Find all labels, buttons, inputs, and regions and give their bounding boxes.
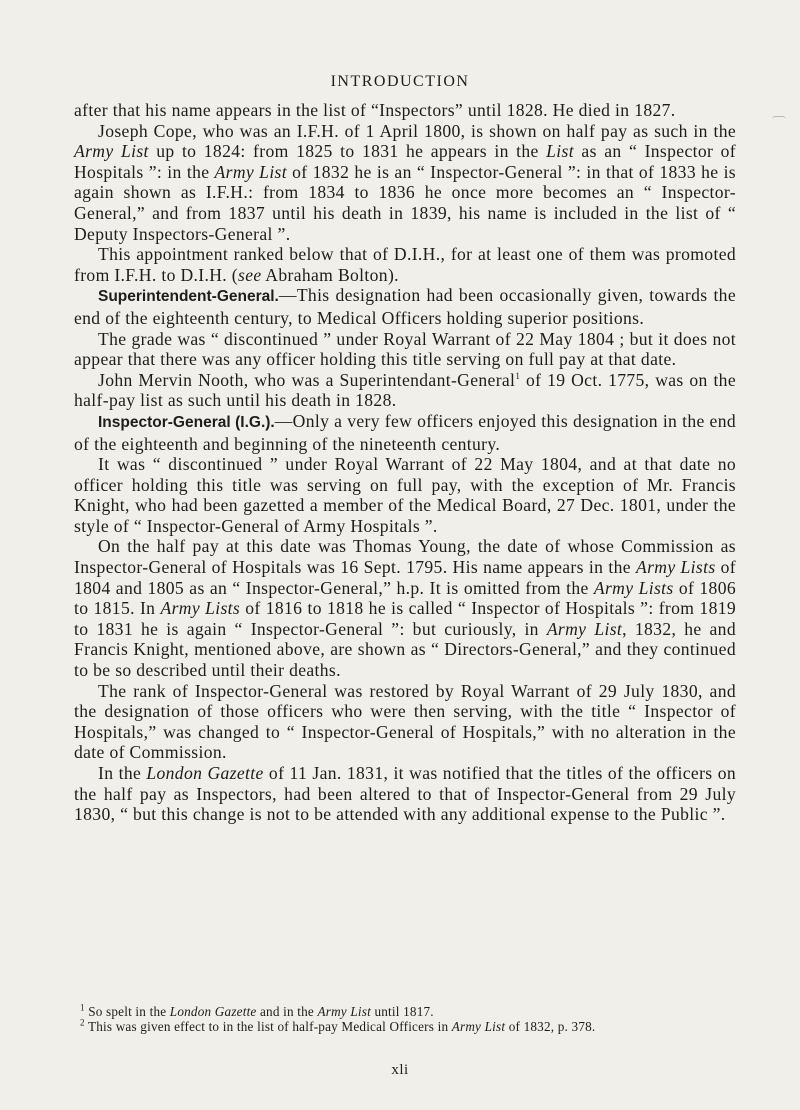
paragraph [74, 244, 736, 285]
paragraph [74, 100, 736, 121]
paragraph [74, 681, 736, 763]
section-heading: Superintendent-General. [98, 288, 279, 306]
footnote [74, 1019, 736, 1034]
text-run: as an “ Inspector of Hospitals ”: in the [74, 141, 736, 182]
text-run: of 1806 to 1815. In [74, 577, 736, 619]
text-run: —This designation had been occasionally given, towards the end of the eighteenth century, to Medical Officers holding superior positions. [74, 285, 736, 328]
text-run: of 11 Jan. 1831, it was notified that the titles of the officers on the half pay as Inspectors, had been altered to that of Inspector-General from 29 July 1830, “ but this change is not to be attended with any additional expense to the Public ”. [74, 763, 737, 825]
italic-text: Army List [74, 141, 149, 162]
text-run: On the half pay at this date was Thomas Young, the date of whose Commission as Inspector-General of Hospitals was 16 Sept. 1795. His name appears in the [74, 536, 736, 578]
footnote-marker: 2 [80, 1017, 85, 1028]
italic-text: Army List [451, 1019, 506, 1034]
paragraph [74, 121, 736, 245]
text-run: It was “ discontinued ” under Royal Warrant of 22 May 1804, and at that date no officer holding this title was serving on full pay, with the exception of Mr. Francis Knight, who had been gazetted a member of the Medical Board, 27 Dec. 1801, under the style of “ Inspector-General of Army Hospitals ”. [74, 454, 736, 536]
text-run: up to 1824: from 1825 to 1831 he appears in the [148, 141, 547, 162]
text-run: , 1832, he and Francis Knight, mentioned above, are shown as “ Directors-General,” and they continued to be so described until their deaths. [74, 618, 736, 681]
italic-text: Army List [214, 161, 287, 182]
footnote-marker: 1 [80, 1002, 85, 1013]
text-run: and in the [256, 1004, 318, 1019]
text-run: In the [98, 763, 147, 783]
italic-text: London Gazette [169, 1004, 257, 1019]
text-run: until 1817. [370, 1004, 434, 1019]
italic-text: Army Lists [160, 598, 241, 619]
italic-text: Army List [546, 618, 623, 639]
paragraph [74, 285, 736, 328]
text-run: The grade was “ discontinued ” under Royal Warrant of 22 May 1804 ; but it does not appear that there was any officer holding this title serving on full pay at that date. [74, 328, 736, 370]
footnote [74, 1004, 736, 1019]
text-run: The rank of Inspector-General was restored by Royal Warrant of 29 July 1830, and the designation of those officers who were then serving, with the title “ Inspector of Hospitals,” was changed to “ Inspector-General of Hospitals,” with no alteration in the date of Commission. [74, 680, 736, 763]
paragraph [74, 536, 736, 680]
footnotes [74, 1004, 736, 1034]
text-run: of 1832 he is an “ Inspector-General ”: in that of 1833 he is again shown as I.F.H.: from 1834 to 1836 he once more becomes an “ Inspector-General,” and from 1837 until his death in 1839, his name is included in the list of “ Deputy Inspectors-General ”. [74, 161, 737, 244]
italic-text: Army List [317, 1004, 371, 1019]
page-edge-mark [772, 116, 786, 123]
text-run: Joseph Cope, who was an I.F.H. of 1 April 1800, is shown on half pay as such in the [98, 120, 736, 141]
paragraph [74, 370, 736, 411]
text-run: So spelt in the [84, 1004, 170, 1019]
section-heading: Inspector-General (I.G.). [98, 413, 275, 431]
paragraph [74, 454, 736, 536]
text-run: This was given effect to in the list of half-pay Medical Officers in [84, 1019, 452, 1034]
paragraph [74, 763, 736, 825]
body-text [74, 100, 736, 825]
italic-text: Army Lists [635, 557, 716, 578]
italic-text: London Gazette [146, 763, 264, 783]
text-run: after that his name appears in the list of “Inspectors” until 1828. He died in 1827. [74, 100, 676, 120]
text-run: of 1804 and 1805 as an “ Inspector-General,” h.p. It is omitted from the [74, 557, 736, 598]
text-run: of 1832, p. 378. [505, 1019, 596, 1034]
italic-text: see [238, 264, 262, 285]
text-run: Abraham Bolton). [261, 264, 399, 285]
paragraph [74, 329, 736, 370]
paragraph [74, 411, 736, 454]
text-run: John Mervin Nooth, who was a Superintendant-General [98, 369, 516, 390]
italic-text: List [546, 141, 574, 162]
text-run: of 19 Oct. 1775, was on the half-pay list as such until his death in 1828. [74, 369, 736, 411]
italic-text: Army Lists [593, 577, 674, 598]
running-header: INTRODUCTION [330, 73, 470, 90]
page-number: xli [391, 1062, 409, 1078]
footnote-marker: 1 [515, 370, 521, 381]
text-run: of 1816 to 1818 he is called “ Inspector of Hospitals ”: from 1819 to 1831 he is again “ Inspector-General ”: but curiously, in [74, 598, 737, 639]
text-run: This appointment ranked below that of D.I.H., for at least one of them was promoted from I.F.H. to D.I.H. ( [74, 244, 736, 285]
text-run: —Only a very few officers enjoyed this designation in the end of the eighteenth and beginning of the nineteenth century. [74, 410, 737, 454]
